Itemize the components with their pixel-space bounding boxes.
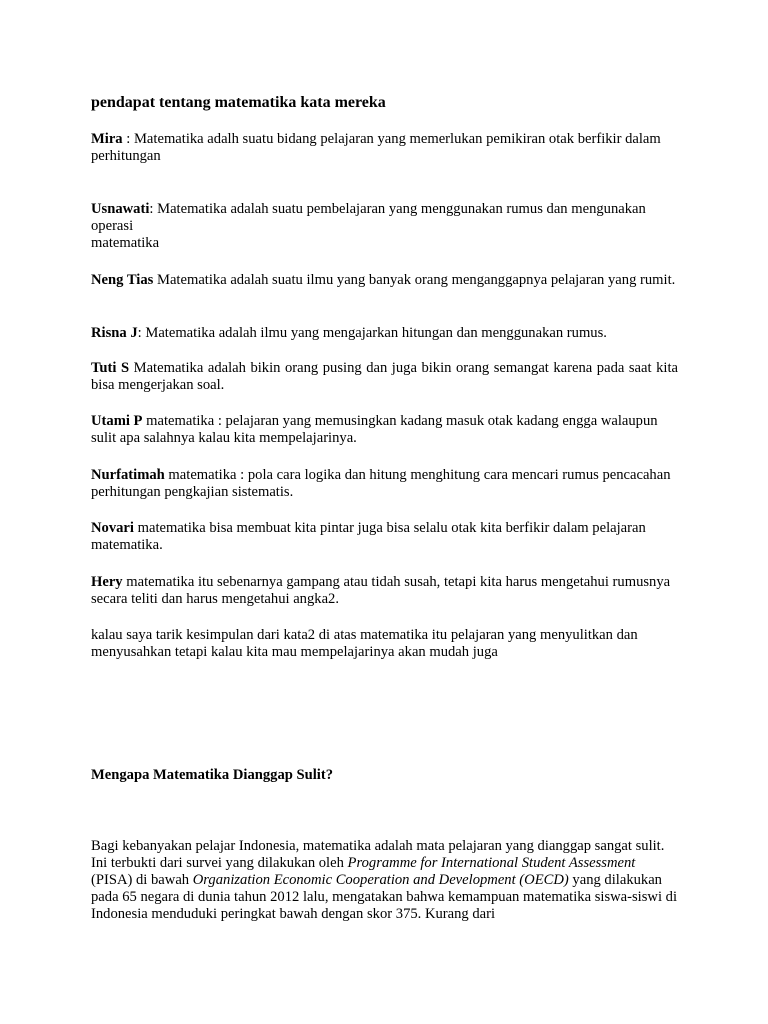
opinion-text: Matematika adalah bikin orang pusing dan juga bikin orang semangat karena pada saat kita bisa mengerjakan soal. <box>91 360 678 393</box>
paragraph-italic: Organization Economic Cooperation and Development (OECD) <box>192 872 569 888</box>
opinion-name: Usnawati <box>91 201 150 217</box>
opinion-text: matematika : pola cara logika dan hitung menghitung cara mencari rumus pencacahan perhitungan pengkajian sistematis. <box>91 467 671 500</box>
opinion-line: matematika <box>91 235 160 251</box>
opinion-line: operasi <box>91 218 134 234</box>
opinion-name: Tuti S <box>91 360 130 376</box>
opinion-name: Risna J <box>91 325 138 341</box>
paragraph-text: Bagi kebanyakan pelajar Indonesia, matematika adalah mata pelajaran yang dianggap sangat sulit. Ini terbukti dari survei yang dilakukan oleh <box>91 838 665 871</box>
opinion-risna-j <box>91 325 678 342</box>
opinion-name: Neng Tias <box>91 272 154 288</box>
opinion-name: Hery <box>91 574 123 590</box>
opinion-text: Matematika adalah suatu ilmu yang banyak orang menganggapnya pelajaran yang rumit. <box>153 272 676 288</box>
opinion-line <box>91 201 678 218</box>
opinion-mira <box>91 131 678 165</box>
opinion-name: Novari <box>91 520 134 536</box>
opinion-text: : Matematika adalah ilmu yang mengajarkan hitungan dan menggunakan rumus. <box>137 325 607 341</box>
section-heading: Mengapa Matematika Dianggap Sulit? <box>91 767 334 783</box>
opinion-text: : Matematika adalh suatu bidang pelajaran yang memerlukan pemikiran otak berfikir dalam perhitungan <box>91 131 661 164</box>
opinion-novari <box>91 520 678 554</box>
opinion-name: Utami P <box>91 413 143 429</box>
opinion-text: : Matematika adalah suatu pembelajaran yang menggunakan rumus dan mengunakan <box>149 201 646 217</box>
paragraph-italic: Programme for International Student Assessment <box>347 855 636 871</box>
opinion-text: matematika itu sebenarnya gampang atau tidah susah, tetapi kita harus mengetahui rumusnya secara teliti dan harus mengetahui angka2. <box>91 574 671 607</box>
opinion-hery <box>91 574 678 608</box>
section-paragraph <box>91 838 678 923</box>
paragraph-text: (PISA) di bawah <box>91 872 193 888</box>
opinion-neng-tias <box>91 272 678 289</box>
conclusion-paragraph: kalau saya tarik kesimpulan dari kata2 di atas matematika itu pelajaran yang menyulitkan dan menyusahkan tetapi kalau kita mau mempelajarinya akan mudah juga <box>91 627 638 660</box>
opinion-text: matematika bisa membuat kita pintar juga bisa selalu otak kita berfikir dalam pelajaran matematika. <box>91 520 646 553</box>
opinion-nurfatimah <box>91 467 678 501</box>
opinion-text: matematika : pelajaran yang memusingkan kadang masuk otak kadang engga walaupun sulit apa salahnya kalau kita mempelajarinya. <box>91 413 658 446</box>
opinion-usnawati <box>91 201 678 252</box>
document-title: pendapat tentang matematika kata mereka <box>91 94 386 111</box>
opinion-tuti-s <box>91 360 678 394</box>
paragraph-text: yang dilakukan pada 65 negara di dunia tahun 2012 lalu, mengatakan bahwa kemampuan matematika siswa-siswi di Indonesia menduduki peringkat bawah dengan skor 375. Kurang dari <box>91 872 678 922</box>
opinion-name: Nurfatimah <box>91 467 165 483</box>
opinion-name: Mira <box>91 131 123 147</box>
opinion-utami-p <box>91 413 678 447</box>
